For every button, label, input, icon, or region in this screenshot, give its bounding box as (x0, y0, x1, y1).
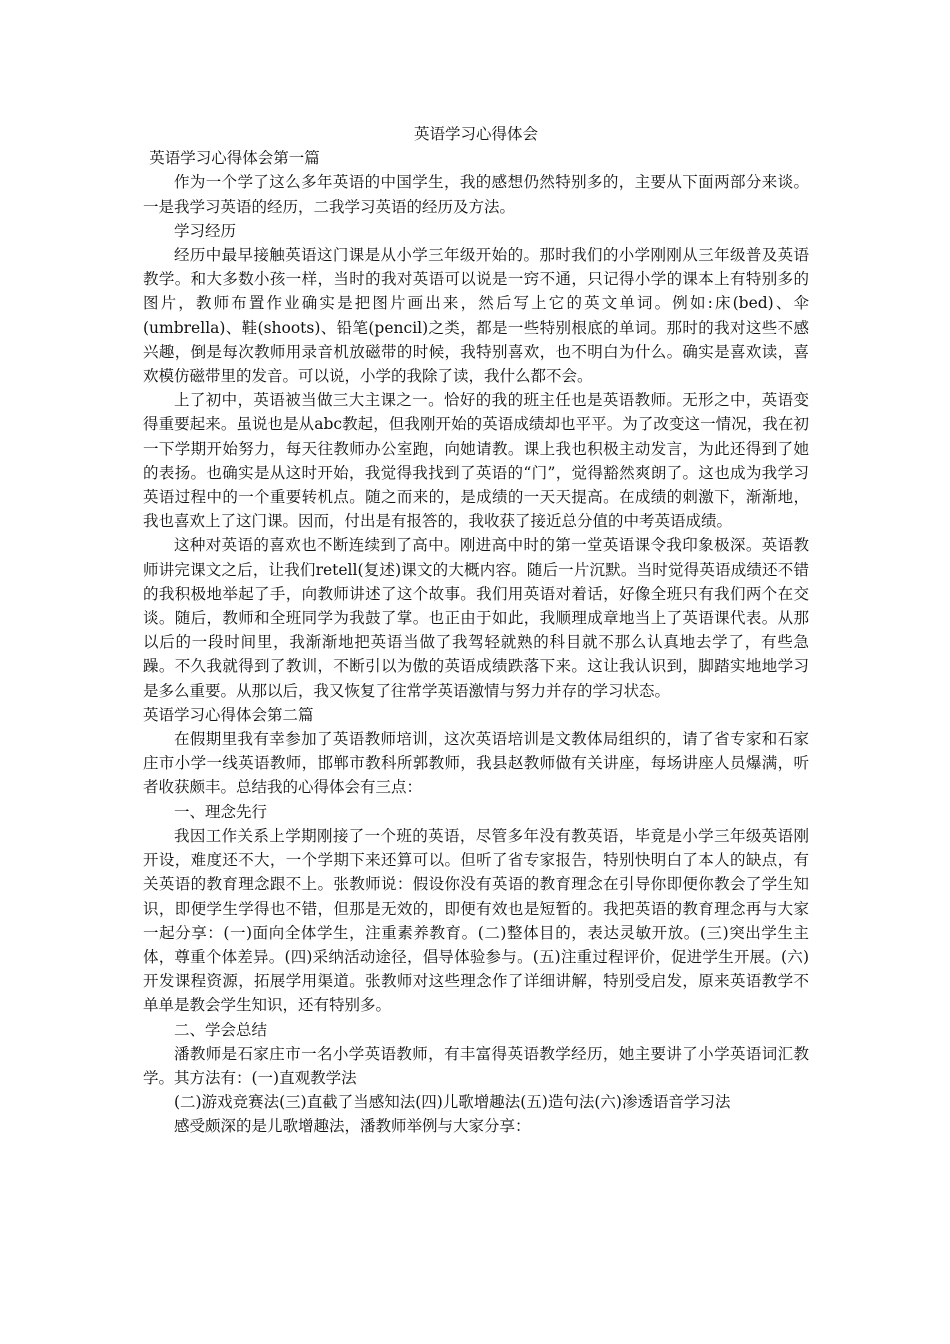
paragraph: 上了初中，英语被当做三大主课之一。恰好的我的班主任也是英语教师。无形之中，英语变得重要起来。虽说也是从abc教起，但我刚开始的英语成绩却也平平。为了改变这一情况，我在初一下学期开始努力，每天往教师办公室跑，向她请教。课上我也积极主动发言，为此还得到了她的表扬。也确实是从这时开始，我觉得我找到了英语的“门”，觉得豁然爽朗了。这也成为我学习英语过程中的一个重要转机点。随之而来的，是成绩的一天天提高。在成绩的刺激下，渐渐地，我也喜欢上了这门课。因而，付出是有报答的，我收获了接近总分值的中考英语成绩。 (143, 391, 809, 531)
paragraph: 在假期里我有幸参加了英语教师培训，这次英语培训是文教体局组织的，请了省专家和石家庄市小学一线英语教师，邯郸市教科所郭教师，我县赵教师做有关讲座，每场讲座人员爆满，听者收获颇丰。总结我的心得体会有三点： (143, 730, 809, 797)
paragraph: 感受颇深的是儿歌增趣法，潘教师举例与大家分享： (174, 1117, 531, 1136)
subheading: 一、理念先行 (174, 802, 268, 821)
paragraph: 我因工作关系上学期刚接了一个班的英语，尽管多年没有教英语，毕竟是小学三年级英语刚开设，难度还不大，一个学期下来还算可以。但听了省专家报告，特别快明白了本人的缺点，有关英语的教育理念跟不上。张教师说：假设你没有英语的教育理念在引导你即便你教会了学生知识，即便学生学得也不错，但那是无效的，即便有效也是短暂的。我把英语的教育理念再与大家一起分享：(一)面向全体学生，注重素养教育。(二)整体目的，表达灵敏开放。(三)突出学生主体，尊重个体差异。(四)采纳活动途径，倡导体验参与。(五)注重过程评价，促进学生开展。(六)开发课程资源，拓展学用渠道。张教师对这些理念作了详细讲解，特别受启发，原来英语教学不单单是教会学生知识，还有特别多。 (143, 826, 809, 1015)
document-body (143, 122, 809, 1139)
paragraph: 经历中最早接触英语这门课是从小学三年级开始的。那时我们的小学刚刚从三年级普及英语教学。和大多数小孩一样，当时的我对英语可以说是一窍不通，只记得小学的课本上有特别多的图片，教师布置作业确实是把图片画出来，然后写上它的英文单词。例如:床(bed)、伞(umbrella)、鞋(shoots)、铅笔(pencil)之类，都是一些特别根底的单词。那时的我对这些不感兴趣，倒是每次教师用录音机放磁带的时候，我特别喜欢，也不明白为什么。确实是喜欢读，喜欢模仿磁带里的发音。可以说，小学的我除了读，我什么都不会。 (143, 246, 809, 386)
paragraph: (二)游戏竞赛法(三)直截了当感知法(四)儿歌增趣法(五)造句法(六)渗透语音学习法 (174, 1093, 731, 1112)
section-heading-1: 英语学习心得体会第一篇 (149, 149, 320, 168)
paragraph: 潘教师是石家庄市一名小学英语教师，有丰富得英语教学经历，她主要讲了小学英语词汇教学。其方法有：(一)直观教学法 (143, 1044, 809, 1087)
paragraph: 作为一个学了这么多年英语的中国学生，我的感想仍然特别多的，主要从下面两部分来谈。一是我学习英语的经历，二我学习英语的经历及方法。 (143, 173, 809, 216)
paragraph: 这种对英语的喜欢也不断连续到了高中。刚进高中时的第一堂英语课令我印象极深。英语教师讲完课文之后，让我们retell(复述)课文的大概内容。随后一片沉默。当时觉得英语成绩还不错的我积极地举起了手，向教师讲述了这个故事。我们用英语对着话，好像全班只有我们两个在交谈。随后，教师和全班同学为我鼓了掌。也正由于如此，我顺理成章地当上了英语课代表。从那以后的一段时间里，我渐渐地把英语当做了我驾轻就熟的科目就不那么认真地去学了，有些急躁。不久我就得到了教训，不断引以为傲的英语成绩跌落下来。这让我认识到，脚踏实地地学习是多么重要。从那以后，我又恢复了往常学英语激情与努力并存的学习状态。 (143, 536, 809, 700)
section-heading-2: 英语学习心得体会第二篇 (143, 705, 314, 724)
subheading: 学习经历 (174, 221, 237, 240)
subheading: 二、学会总结 (174, 1020, 268, 1039)
document-title: 英语学习心得体会 (413, 125, 538, 143)
